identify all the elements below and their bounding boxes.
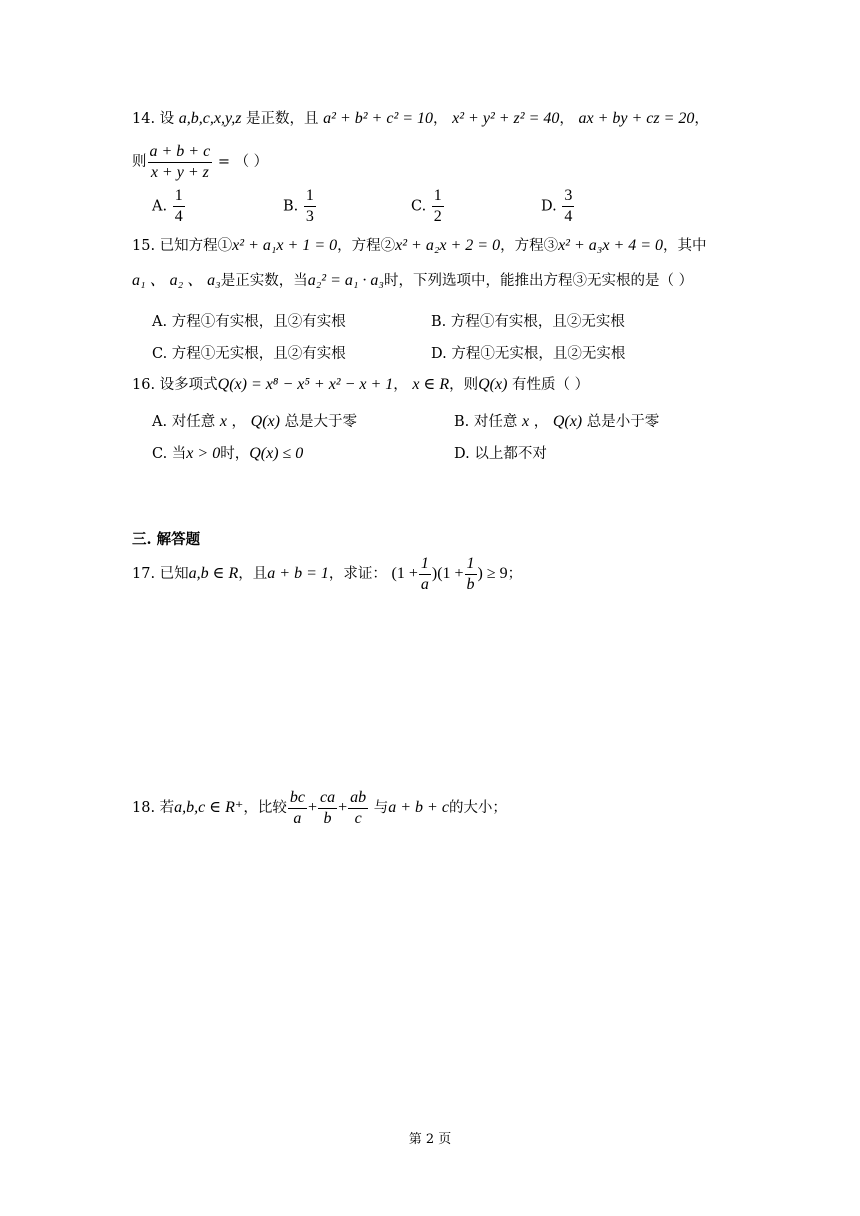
question-number: 17. — [132, 566, 156, 582]
fraction — [419, 554, 431, 595]
fraction-numerator: 1 — [465, 554, 477, 575]
math-equation: a₂² = a₁ · a₃ — [307, 272, 384, 289]
math-expr: Q(x) ≤ 0 — [249, 445, 304, 462]
option-text: 对任意 — [171, 414, 216, 430]
q14-line2 — [132, 140, 268, 184]
text: 与 — [373, 800, 389, 816]
punct: ； — [507, 566, 523, 582]
fraction-denominator: b — [323, 809, 332, 827]
text: 有性质（ ） — [512, 377, 590, 393]
operator: + — [307, 799, 317, 816]
q14-option-a — [152, 186, 186, 227]
option-text: ， — [533, 414, 549, 430]
punct: ， — [694, 111, 709, 127]
text: ，方程③ — [500, 238, 559, 254]
fraction — [562, 186, 574, 227]
q15-option-b — [431, 310, 625, 331]
fraction — [348, 788, 368, 829]
q15-line1 — [132, 237, 707, 255]
option-label: D. — [431, 346, 447, 362]
option-text: ， — [231, 414, 247, 430]
math-vars: a,b,c ∈ R⁺ — [174, 799, 244, 816]
q14-option-c — [411, 186, 445, 227]
text: ，且 — [238, 566, 268, 582]
fraction-numerator: 1 — [419, 554, 431, 575]
option-label: D. — [541, 198, 557, 215]
fraction — [465, 554, 477, 595]
option-label: A. — [152, 414, 168, 430]
q14-option-b — [283, 186, 317, 227]
math-expr: Q(x) — [478, 376, 508, 393]
math-equation: ax + by + cz = 20 — [578, 110, 695, 127]
fraction-denominator: a — [420, 575, 429, 593]
math-expr: Q(x) — [552, 413, 583, 430]
option-text: 总是大于零 — [284, 414, 358, 430]
fraction — [288, 788, 307, 829]
text: 则 — [132, 154, 147, 170]
fraction-denominator: x + y + z — [150, 163, 209, 181]
question-number: 14. — [132, 111, 156, 127]
math-expr: (1 + — [391, 565, 418, 582]
option-label: A. — [152, 314, 168, 330]
text: ，方程② — [337, 238, 396, 254]
option-label: C. — [152, 446, 168, 462]
text: ，求证： — [328, 566, 387, 582]
text: 设 — [159, 111, 175, 127]
fraction-numerator: bc — [288, 788, 307, 809]
operator: + — [338, 799, 348, 816]
text: 是正实数，当 — [220, 273, 308, 289]
fraction — [318, 788, 337, 829]
q16-option-b — [454, 410, 659, 431]
q14-option-d — [541, 186, 575, 227]
fraction-numerator: 1 — [173, 186, 185, 207]
fraction — [432, 186, 444, 227]
math-vars: a₁ 、 a₂ 、 a₃ — [132, 272, 221, 289]
option-text: 方程①有实根，且②有实根 — [171, 314, 346, 330]
math-expr: Q(x) — [250, 413, 280, 430]
option-text: 方程①有实根，且②无实根 — [450, 314, 625, 330]
page-number: 第 2 页 — [408, 1132, 452, 1147]
math-equation: a² + b² + c² = 10 — [323, 110, 434, 127]
q18-line — [132, 786, 507, 830]
math-expr: x > 0 — [186, 445, 221, 462]
question-number: 15. — [132, 238, 156, 254]
math-equation: x² + a₁x + 1 = 0 — [232, 237, 338, 254]
option-text: 方程①无实根，且②无实根 — [451, 346, 626, 362]
fraction — [148, 142, 213, 183]
math-equation: x² + a₂x + 2 = 0 — [395, 237, 501, 254]
q16-option-d — [454, 442, 547, 463]
fraction-denominator: 4 — [174, 208, 183, 225]
fraction-numerator: a + b + c — [148, 142, 213, 163]
punct: ， — [559, 111, 574, 127]
math-equation: a + b = 1 — [267, 565, 329, 582]
option-label: B. — [454, 414, 470, 430]
math-expr: x — [521, 413, 530, 430]
question-number: 16. — [132, 377, 156, 393]
option-text: 方程①无实根，且②有实根 — [171, 346, 346, 362]
fraction-numerator: ca — [318, 788, 337, 809]
q17-line — [132, 552, 522, 596]
option-text: 当 — [171, 446, 187, 462]
text: ，比较 — [243, 800, 287, 816]
fraction-numerator: ab — [348, 788, 368, 809]
q15-option-c — [152, 342, 346, 363]
math-equation: x² + y² + z² = 40 — [452, 110, 560, 127]
q16-option-a — [152, 410, 357, 431]
math-vars: a,b,c,x,y,z — [178, 110, 242, 127]
text: 已知方程① — [159, 238, 233, 254]
fraction-denominator: 2 — [433, 208, 442, 225]
question-number: 18. — [132, 800, 156, 816]
fraction — [173, 186, 185, 227]
fraction-denominator: b — [466, 575, 475, 593]
text: 设多项式 — [159, 377, 218, 393]
q14-line1 — [132, 110, 709, 128]
q16-line1 — [132, 376, 589, 394]
option-text: 以上都不对 — [474, 446, 547, 462]
math-vars: a,b ∈ R — [188, 565, 239, 582]
text: 若 — [159, 800, 175, 816]
option-label: D. — [454, 446, 470, 462]
option-text: 总是小于零 — [586, 414, 660, 430]
fraction-numerator: 1 — [432, 186, 444, 207]
option-text: 对任意 — [473, 414, 518, 430]
q15-option-d — [431, 342, 625, 363]
q15-line2 — [132, 272, 693, 290]
math-expr: )(1 + — [431, 565, 464, 582]
math-polynomial: Q(x) = x⁸ − x⁵ + x² − x + 1 — [217, 376, 394, 393]
fraction-denominator: a — [293, 809, 302, 827]
math-expr: x — [219, 413, 227, 430]
fraction — [304, 186, 316, 227]
math-condition: x ∈ R — [412, 376, 450, 393]
fraction-numerator: 3 — [562, 186, 574, 207]
text: ，其中 — [663, 238, 707, 254]
option-label: A. — [152, 198, 168, 215]
text: ，则 — [449, 377, 479, 393]
option-label: B. — [283, 198, 299, 215]
fraction-denominator: 4 — [564, 208, 573, 225]
math-expr: a + b + c — [388, 799, 449, 816]
punct: ， — [433, 111, 448, 127]
q16-option-c — [152, 442, 303, 463]
option-label: C. — [152, 346, 168, 362]
option-text: 时， — [220, 446, 250, 462]
answer-blank: = （ ） — [217, 154, 269, 170]
punct: ， — [393, 377, 408, 393]
text: 已知 — [159, 566, 189, 582]
option-label: C. — [411, 198, 427, 215]
text: 是正数，且 — [246, 111, 319, 127]
option-label: B. — [431, 314, 447, 330]
fraction-denominator: c — [354, 809, 362, 827]
section-heading: 三. 解答题 — [132, 531, 201, 548]
math-equation: x² + a₃x + 4 = 0 — [558, 237, 664, 254]
text: 时，下列选项中，能推出方程③无实根的是（ ） — [383, 273, 694, 289]
text: 的大小； — [448, 800, 507, 816]
fraction-denominator: 3 — [305, 208, 314, 225]
math-expr: ) ≥ 9 — [477, 565, 508, 582]
fraction-numerator: 1 — [304, 186, 316, 207]
q15-option-a — [152, 310, 346, 331]
